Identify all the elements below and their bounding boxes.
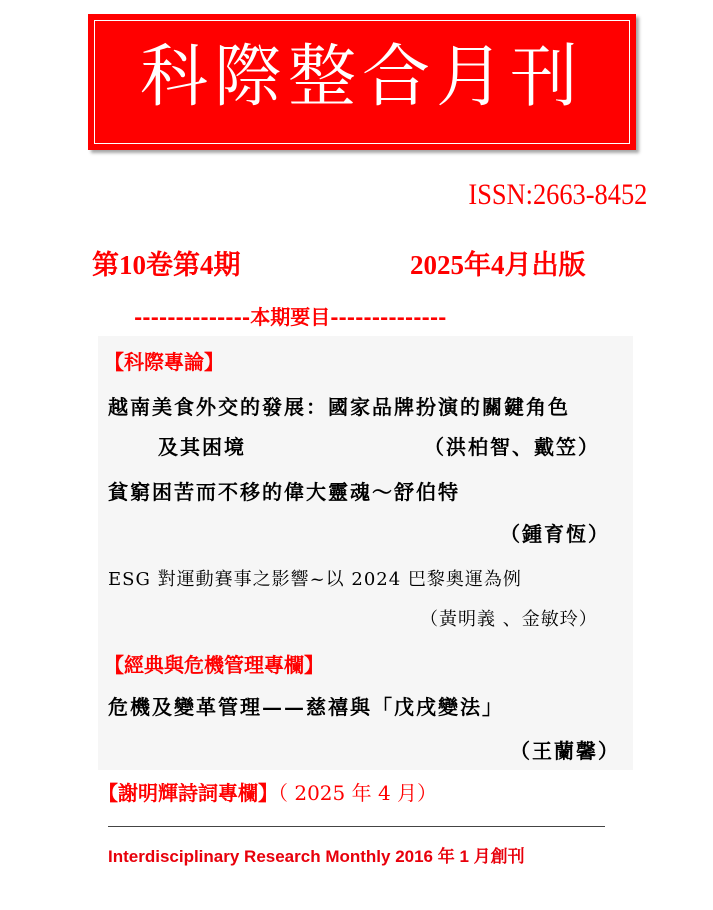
article-authors: （鍾育恆） xyxy=(500,522,610,546)
article-authors: （王蘭馨） xyxy=(510,739,620,763)
toc-heading: --------------本期要目-------------- xyxy=(134,305,447,329)
article-title: 越南美食外交的發展：國家品牌扮演的關鍵角色 xyxy=(108,395,570,419)
section-heading: 【科際專論】 xyxy=(104,350,224,374)
article-title: 貧窮困苦而不移的偉大靈魂～舒伯特 xyxy=(108,480,460,504)
section-heading-date: （ 2025 年 4 月） xyxy=(278,781,438,805)
issn-label: ISSN:2663-8452 xyxy=(468,178,647,211)
article-authors: （黃明義 、金敏玲） xyxy=(420,609,598,630)
issue-number: 第10卷第4期 xyxy=(92,250,241,280)
title-banner xyxy=(88,14,636,150)
section-heading xyxy=(98,777,437,806)
article-title: 危機及變革管理——慈禧與「戊戌變法」 xyxy=(108,695,504,719)
section-heading: 【經典與危機管理專欄】 xyxy=(104,653,324,677)
section-heading-label: 【謝明輝詩詞專欄】 xyxy=(98,781,278,805)
footer-divider xyxy=(108,826,605,827)
journal-title: 科際整合月刊 xyxy=(139,38,584,117)
article-authors: （洪柏智、戴笠） xyxy=(424,435,600,459)
publication-date: 2025年4月出版 xyxy=(410,250,586,280)
article-title-continued: 及其困境 xyxy=(158,435,246,459)
footer-founded: Interdisciplinary Research Monthly 2016 年 1 月創刊 xyxy=(108,847,525,866)
article-title: ESG 對運動賽事之影響~以 2024 巴黎奧運為例 xyxy=(108,569,522,590)
